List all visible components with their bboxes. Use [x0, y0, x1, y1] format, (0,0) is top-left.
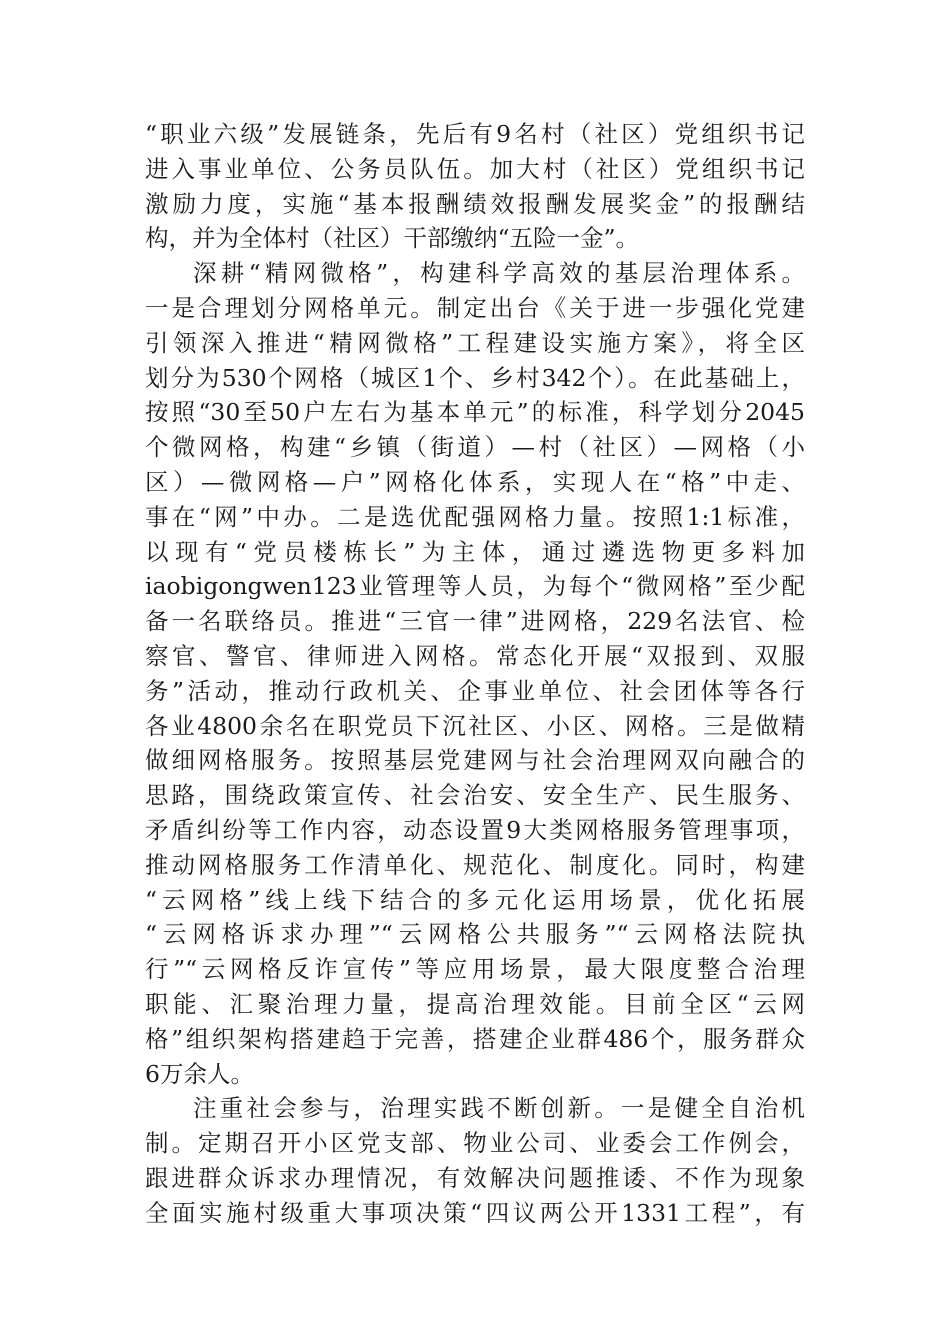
text-line: 按照“30至50户左右为基本单元”的标准，科学划分2045 — [145, 398, 805, 427]
text-line: iaobigongwen123业管理等人员，为每个“微网格”至少配 — [145, 572, 805, 601]
text-line: 行”“云网格反诈宣传”等应用场景，最大限度整合治理 — [145, 955, 805, 984]
text-line: 职能、汇聚治理力量，提高治理效能。目前全区“云网 — [145, 989, 805, 1018]
text-line: 矛盾纠纷等工作内容，动态设置9大类网格服务管理事项， — [145, 815, 805, 844]
paragraph-heading-line: 注重社会参与，治理实践不断创新。一是健全自治机 — [193, 1094, 805, 1123]
text-line: 一是合理划分网格单元。制定出台《关于进一步强化党建 — [145, 293, 805, 322]
text-line: 务”活动，推动行政机关、企事业单位、社会团体等各行 — [145, 676, 805, 705]
text-line: 格”组织架构搭建趋于完善，搭建企业群486个，服务群众 — [145, 1024, 805, 1053]
text-line: 引领深入推进“精网微格”工程建设实施方案》，将全区 — [145, 328, 805, 357]
text-line: 做细网格服务。按照基层党建网与社会治理网双向融合的 — [145, 746, 805, 775]
text-line: 以现有“党员楼栋长”为主体，通过遴选物更多料加 — [145, 537, 805, 566]
text-line: 事在“网”中办。二是选优配强网格力量。按照1:1标准， — [145, 502, 805, 531]
text-line: “云网格诉求办理”“云网格公共服务”“云网格法院执 — [145, 920, 805, 949]
paragraph-heading-line: 深耕“精网微格”，构建科学高效的基层治理体系。 — [193, 259, 805, 288]
text-line: “职业六级”发展链条，先后有9名村（社区）党组织书记 — [145, 120, 805, 148]
text-line: 激励力度，实施“基本报酬绩效报酬发展奖金”的报酬结 — [145, 189, 805, 218]
text-line: 全面实施村级重大事项决策“四议两公开1331工程”，有 — [145, 1198, 805, 1227]
text-line: 察官、警官、律师进入网格。常态化开展“双报到、双服 — [145, 641, 805, 670]
document-body — [145, 117, 805, 1231]
text-line: 6万余人。 — [145, 1059, 254, 1088]
text-line: 区）—微网格—户”网格化体系，实现人在“格”中走、 — [145, 467, 805, 496]
text-line: 进入事业单位、公务员队伍。加大村（社区）党组织书记 — [145, 154, 805, 183]
text-line: 跟进群众诉求办理情况，有效解决问题推诿、不作为现象 — [145, 1163, 805, 1192]
text-line: 个微网格，构建“乡镇（街道）—村（社区）—网格（小 — [145, 433, 805, 462]
text-line: 备一名联络员。推进“三官一律”进网格，229名法官、检 — [145, 607, 805, 636]
text-line: 划分为530个网格（城区1个、乡村342个）。在此基础上， — [145, 363, 805, 392]
text-line: 思路，围绕政策宣传、社会治安、安全生产、民生服务、 — [145, 781, 805, 810]
text-line: 构，并为全体村（社区）干部缴纳“五险一金”。 — [145, 224, 640, 253]
text-line: 制。定期召开小区党支部、物业公司、业委会工作例会， — [145, 1129, 805, 1158]
text-line: “云网格”线上线下结合的多元化运用场景，优化拓展 — [145, 885, 805, 914]
text-line: 推动网格服务工作清单化、规范化、制度化。同时，构建 — [145, 850, 805, 879]
text-line: 各业4800余名在职党员下沉社区、小区、网格。三是做精 — [145, 711, 805, 740]
